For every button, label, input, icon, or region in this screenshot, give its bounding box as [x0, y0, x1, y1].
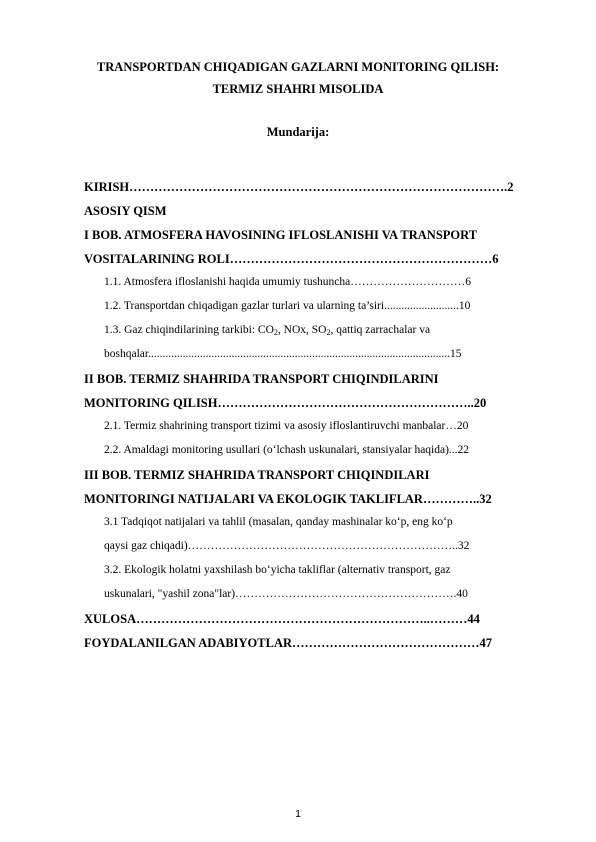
toc-entry-chapter-1-line-2: VOSITALARINING ROLI………………………………………………………6	[84, 252, 499, 266]
toc-entry-chapter-2-line-1: II BOB. TERMIZ SHAHRIDA TRANSPORT CHIQINDILARINI	[84, 372, 439, 386]
page-number: 1	[295, 808, 301, 820]
toc-entry-kirish: KIRISH……………………………………………………………………………….2	[84, 180, 514, 194]
toc-entry-section-1-3-line-1	[104, 324, 430, 336]
toc-entry-asosiy-qism: ASOSIY QISM	[84, 204, 167, 218]
document-title-line-2: TERMIZ SHAHRI MISOLIDA	[212, 82, 384, 96]
toc-entry-section-3-1-line-2: qaysi gaz chiqadi)……………………………………………………………..32	[104, 540, 470, 552]
toc-section-1-3-text-start: 1.3. Gaz chiqindilarining tarkibi: CO	[104, 324, 274, 336]
toc-section-1-3-text-mid: , NOx, SO	[277, 324, 327, 336]
toc-entry-section-1-1: 1.1. Atmosfera ifloslanishi haqida umumiy tushuncha…………………………6	[104, 276, 472, 288]
toc-entry-chapter-1-line-1: I BOB. ATMOSFERA HAVOSINING IFLOSLANISHI VA TRANSPORT	[84, 228, 478, 242]
toc-entry-chapter-3-line-1: III BOB. TERMIZ SHAHRIDA TRANSPORT CHIQINDILARI	[84, 468, 430, 482]
toc-entry-section-2-1: 2.1. Termiz shahrining transport tizimi va asosiy ifloslantiruvchi manbalar…20	[104, 420, 469, 432]
toc-entry-xulosa: XULOSA……………………………………………………………..………44	[84, 612, 480, 626]
toc-entry-chapter-3-line-2: MONITORINGI NATIJALARI VA EKOLOGIK TAKLIFLAR…………..32	[84, 492, 492, 506]
contents-heading: Mundarija:	[266, 125, 330, 139]
toc-entry-section-1-2: 1.2. Transportdan chiqadigan gazlar turlari va ularning ta’siri..........................10	[104, 300, 471, 312]
toc-section-1-3-text-end: , qattiq zarrachalar va	[330, 324, 431, 336]
toc-entry-section-1-3-line-2: boshqalar.........................................................................................................15	[104, 348, 462, 360]
subscript-2: 2	[326, 328, 331, 337]
document-title-line-1: TRANSPORTDAN CHIQADIGAN GAZLARNI MONITORING QILISH:	[96, 60, 500, 74]
toc-entry-section-2-2: 2.2. Amaldagi monitoring usullari (o‘lchash uskunalari, stansiyalar haqida)...22	[104, 444, 470, 456]
toc-entry-section-3-2-line-1: 3.2. Ekologik holatni yaxshilash bo‘yicha takliflar (alternativ transport, gaz	[104, 564, 451, 576]
toc-entry-section-3-2-line-2: uskunalari, "yashil zona"lar)………………………………………………….40	[104, 588, 468, 600]
toc-entry-chapter-2-line-2: MONITORING QILISH……………………………………………………..20	[84, 396, 487, 410]
subscript-2: 2	[273, 328, 278, 337]
toc-entry-section-3-1-line-1: 3.1 Tadqiqot natijalari va tahlil (masalan, qanday mashinalar ko‘p, eng ko‘p	[104, 516, 453, 528]
toc-entry-adabiyotlar: FOYDALANILGAN ADABIYOTLAR………………………………………47	[84, 636, 493, 650]
